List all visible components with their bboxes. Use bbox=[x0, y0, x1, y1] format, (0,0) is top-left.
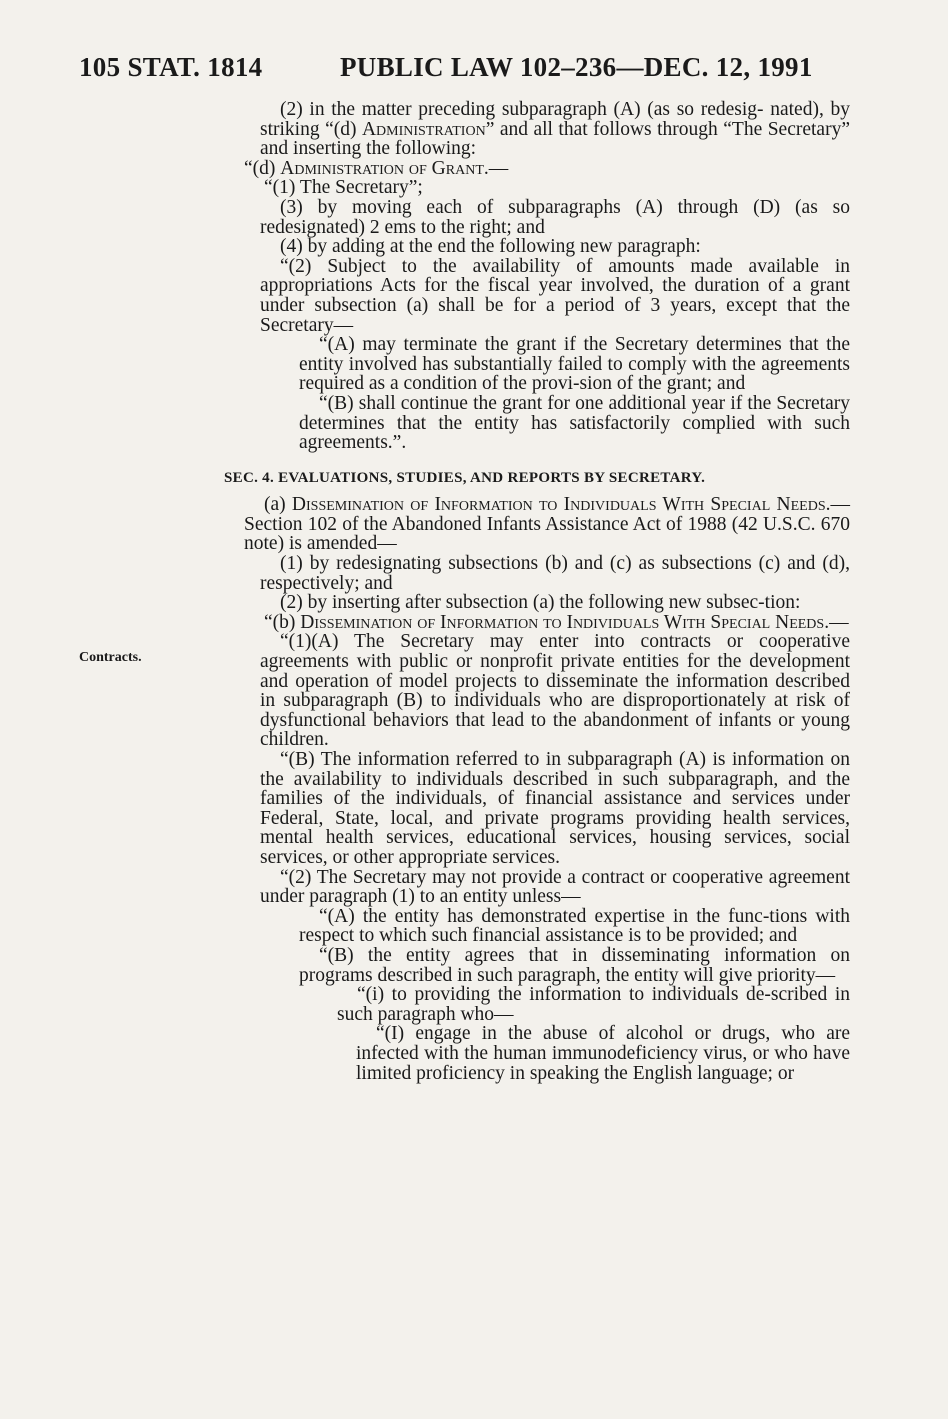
paragraph: “(B) the entity agrees that in disseminating information on programs described in such paragraph, the entity will give priority— bbox=[299, 944, 850, 986]
paragraph: “(b) Dissemination of Information to Individuals With Special Needs.— bbox=[264, 611, 849, 633]
paragraph: “(B) The information referred to in subparagraph (A) is information on the availability to individuals described in such subparagraph, and the families of the individuals, of financial assistance and services under Federal, State, local, and private programs providing health services, mental health services, educational services, housing services, social services, or other appropriate services. bbox=[260, 749, 850, 868]
paragraph: “(d) Administration of Grant.— bbox=[244, 157, 509, 179]
paragraph: “(i) to providing the information to individuals de-scribed in such paragraph who— bbox=[337, 984, 850, 1025]
paragraph: “(A) may terminate the grant if the Secretary determines that the entity involved has substantially failed to comply with the agreements required as a condition of the provi-sion of the grant; and bbox=[299, 334, 850, 395]
public-law-title: PUBLIC LAW 102–236—DEC. 12, 1991 bbox=[340, 52, 813, 82]
section-heading: SEC. 4. EVALUATIONS, STUDIES, AND REPORTS BY SECRETARY. bbox=[224, 469, 706, 486]
paragraph: “(2) Subject to the availability of amounts made available in appropriations Acts for the fiscal year involved, the duration of a grant under subsection (a) shall be for a period of 3 years, except that the Secretary— bbox=[260, 255, 850, 336]
paragraph: “(A) the entity has demonstrated expertise in the func-tions with respect to which such financial assistance is to be provided; and bbox=[299, 905, 850, 947]
paragraph: (3) by moving each of subparagraphs (A) through (D) (as so redesignated) 2 ems to the right; and bbox=[260, 196, 850, 238]
statute-body bbox=[224, 99, 850, 1084]
paragraph: “(1) The Secretary”; bbox=[264, 177, 423, 199]
paragraph: (1) by redesignating subsections (b) and (c) as subsections (c) and (d), respectively; and bbox=[260, 553, 850, 594]
margin-note-contracts: Contracts. bbox=[79, 650, 142, 665]
paragraph: (4) by adding at the end the following new paragraph: bbox=[280, 236, 701, 258]
paragraph: “(2) The Secretary may not provide a contract or cooperative agreement under paragraph (1) to an entity unless— bbox=[260, 866, 850, 908]
stat-page-reference: 105 STAT. 1814 bbox=[79, 52, 263, 82]
paragraph: “(1)(A) The Secretary may enter into contracts or cooperative agreements with public or nonprofit private entities for the development and operation of model projects to disseminate the information described in subparagraph (B) to individuals who are disproportionately at risk of dysfunctional behaviors that lead to the abandonment of infants or young children. bbox=[260, 631, 850, 751]
paragraph: “(I) engage in the abuse of alcohol or drugs, who are infected with the human immunodeficiency virus, or who have limited proficiency in speaking the English language; or bbox=[356, 1023, 850, 1084]
paragraph: (2) in the matter preceding subparagraph (A) (as so redesig- nated), by striking “(d) Administration” and all that follows through “The Secretary” and inserting the following: bbox=[260, 99, 850, 160]
paragraph: “(B) shall continue the grant for one additional year if the Secretary determines that the entity has satisfactorily complied with such agreements.”. bbox=[299, 392, 850, 454]
paragraph: (a) Dissemination of Information to Individuals With Special Needs.—Section 102 of the Abandoned Infants Assistance Act of 1988 (42 U.S.C. 670 note) is amended— bbox=[244, 494, 850, 555]
page-header bbox=[0, 52, 948, 92]
paragraph: (2) by inserting after subsection (a) the following new subsec-tion: bbox=[280, 592, 801, 614]
